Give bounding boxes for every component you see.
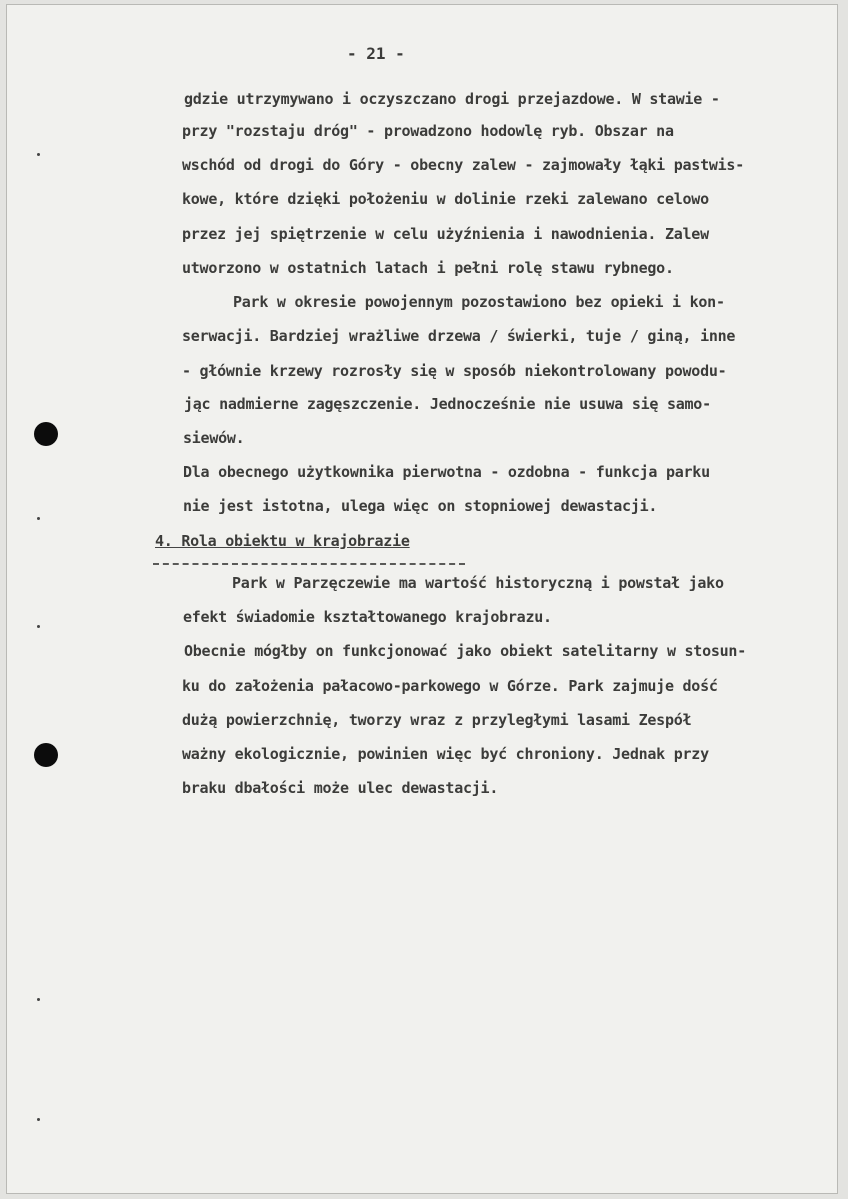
margin-mark — [37, 1118, 40, 1121]
text-line: - głównie krzewy rozrosły się w sposób niekontrolowany powodu- — [182, 362, 727, 380]
text-line: gdzie utrzymywano i oczyszczano drogi przejazdowe. W stawie - — [184, 90, 720, 108]
page-number: - 21 - — [347, 44, 405, 63]
text-line: przy "rozstaju dróg" - prowadzono hodowlę ryb. Obszar na — [182, 122, 674, 140]
text-line: ważny ekologicznie, powinien więc być chroniony. Jednak przy — [182, 745, 709, 763]
text-line: serwacji. Bardziej wrażliwe drzewa / świerki, tuje / giną, inne — [182, 327, 736, 345]
text-line: wschód od drogi do Góry - obecny zalew - zajmowały łąki pastwis- — [182, 156, 744, 174]
text-line: efekt świadomie kształtowanego krajobrazu. — [183, 608, 552, 626]
document-page — [6, 4, 838, 1194]
text-line: dużą powierzchnię, tworzy wraz z przyległymi lasami Zespół — [182, 711, 692, 729]
margin-mark — [37, 153, 40, 156]
text-line: jąc nadmierne zagęszczenie. Jednocześnie nie usuwa się samo- — [184, 395, 711, 413]
text-line: ku do założenia pałacowo-parkowego w Górze. Park zajmuje dość — [182, 677, 718, 695]
text-line: Park w Parzęczewie ma wartość historyczną i powstał jako — [232, 574, 724, 592]
section-heading: 4. Rola obiektu w krajobrazie — [155, 532, 410, 550]
text-line: braku dbałości może ulec dewastacji. — [182, 779, 499, 797]
text-line: utworzono w ostatnich latach i pełni rolę stawu rybnego. — [182, 259, 674, 277]
heading-divider — [153, 563, 465, 565]
text-line: Obecnie mógłby on funkcjonować jako obiekt satelitarny w stosun- — [184, 642, 746, 660]
margin-mark — [37, 625, 40, 628]
margin-mark — [37, 998, 40, 1001]
text-line: przez jej spiętrzenie w celu użyźnienia i nawodnienia. Zalew — [182, 225, 709, 243]
punch-hole — [34, 422, 58, 446]
text-line: nie jest istotna, ulega więc on stopniowej dewastacji. — [183, 497, 658, 515]
margin-mark — [37, 517, 40, 520]
text-line: kowe, które dzięki położeniu w dolinie rzeki zalewano celowo — [182, 190, 709, 208]
text-line: siewów. — [183, 429, 245, 447]
text-line: Dla obecnego użytkownika pierwotna - ozdobna - funkcja parku — [183, 463, 710, 481]
punch-hole — [34, 743, 58, 767]
text-line: Park w okresie powojennym pozostawiono bez opieki i kon- — [233, 293, 725, 311]
